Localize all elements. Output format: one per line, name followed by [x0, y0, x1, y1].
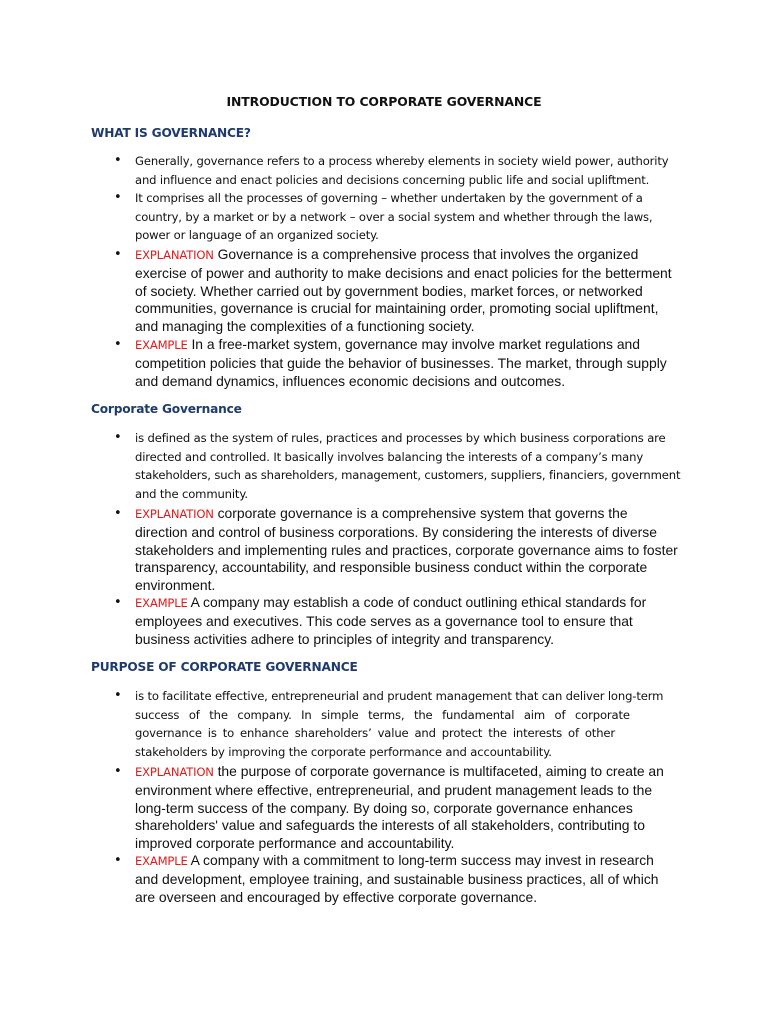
- bullet-text: EXPLANATION corporate governance is a comprehensive system that governs the direction and control of business corporations. By considering the interests of diverse stakeholders and implementing rules and practices, corporate governance aims to foster transparency, accountability, and responsible business conduct within the corporate environment.: [135, 505, 678, 594]
- list-item: [114, 429, 681, 504]
- bullet-icon: •: [114, 853, 122, 868]
- bullet-icon: •: [114, 430, 122, 445]
- section-heading-purpose: PURPOSE OF CORPORATE GOVERNANCE: [91, 660, 358, 674]
- bullet-icon: •: [114, 337, 122, 352]
- bullet-text: EXAMPLE In a free-market system, governance may involve market regulations and competition policies that guide the behavior of businesses. The market, through supply and demand dynamics, influences economic decisions and outcomes.: [135, 336, 667, 389]
- bullet-text: EXPLANATION the purpose of corporate governance is multifaceted, aiming to create an environment where effective, entrepreneurial, and prudent management leads to the long-term success of the company. By doing so, corporate governance enhances shareholders' value and safeguards the interests of all stakeholders, contributing to improved corporate performance and accountability.: [135, 763, 664, 852]
- explanation-label: EXPLANATION: [135, 765, 214, 779]
- list-item: [114, 152, 675, 189]
- bullet-icon: •: [114, 764, 122, 779]
- bullet-icon: •: [114, 506, 122, 521]
- example-label: EXAMPLE: [135, 854, 188, 868]
- list-item: [114, 246, 675, 336]
- bullet-icon: •: [114, 153, 122, 168]
- bullet-text: EXAMPLE A company with a commitment to long-term success may invest in research and development, employee training, and sustainable business practices, all of which are overseen and encouraged by effective corporate governance.: [135, 852, 659, 905]
- explanation-label: EXPLANATION: [135, 507, 214, 521]
- example-label: EXAMPLE: [135, 596, 188, 610]
- bullet-text: is to facilitate effective, entrepreneurial and prudent management that can deliver long-term success of the company. In simple terms, the fundamental aim of corporate governance is to enhance shareholders’ value and protect the interests of other stakeholders by improving the corporate performance and accountability.: [135, 689, 664, 760]
- explanation-label: EXPLANATION: [135, 248, 214, 262]
- list-item: [114, 594, 675, 648]
- section-heading-corporate-governance: Corporate Governance: [91, 402, 242, 416]
- bullet-text: is defined as the system of rules, practices and processes by which business corporations are directed and controlled. It basically involves balancing the interests of a company’s many stakeholders, such as shareholders, management, customers, suppliers, financiers, government and the community.: [135, 431, 681, 502]
- bullet-icon: •: [114, 688, 122, 703]
- document-title: INTRODUCTION TO CORPORATE GOVERNANCE: [226, 94, 542, 109]
- list-item: [114, 505, 678, 595]
- list-item: [114, 687, 675, 762]
- bullet-text: It comprises all the processes of governing – whether undertaken by the government of a country, by a market or by a network – over a social system and whether through the laws, power or language of an organized society.: [135, 191, 653, 243]
- bullet-text: EXAMPLE A company may establish a code of conduct outlining ethical standards for employees and executives. This code serves as a governance tool to ensure that business activities adhere to principles of integrity and transparency.: [135, 594, 647, 647]
- bullet-icon: •: [114, 190, 122, 205]
- bullet-text: Generally, governance refers to a process whereby elements in society wield power, authority and influence and enact policies and decisions concerning public life and social upliftment.: [135, 154, 669, 187]
- section-heading-what-is-governance: WHAT IS GOVERNANCE?: [91, 126, 251, 140]
- list-item: [114, 336, 675, 390]
- bullet-text: EXPLANATION Governance is a comprehensive process that involves the organized exercise of power and authority to make decisions and enact policies for the betterment of society. Whether carried out by government bodies, market forces, or networked communities, governance is crucial for maintaining order, promoting social upliftment, and managing the complexities of a functioning society.: [135, 246, 672, 335]
- list-item: [114, 852, 675, 906]
- bullet-icon: •: [114, 247, 122, 262]
- list-item: [114, 189, 675, 245]
- example-label: EXAMPLE: [135, 338, 188, 352]
- bullet-icon: •: [114, 595, 122, 610]
- list-item: [114, 763, 675, 853]
